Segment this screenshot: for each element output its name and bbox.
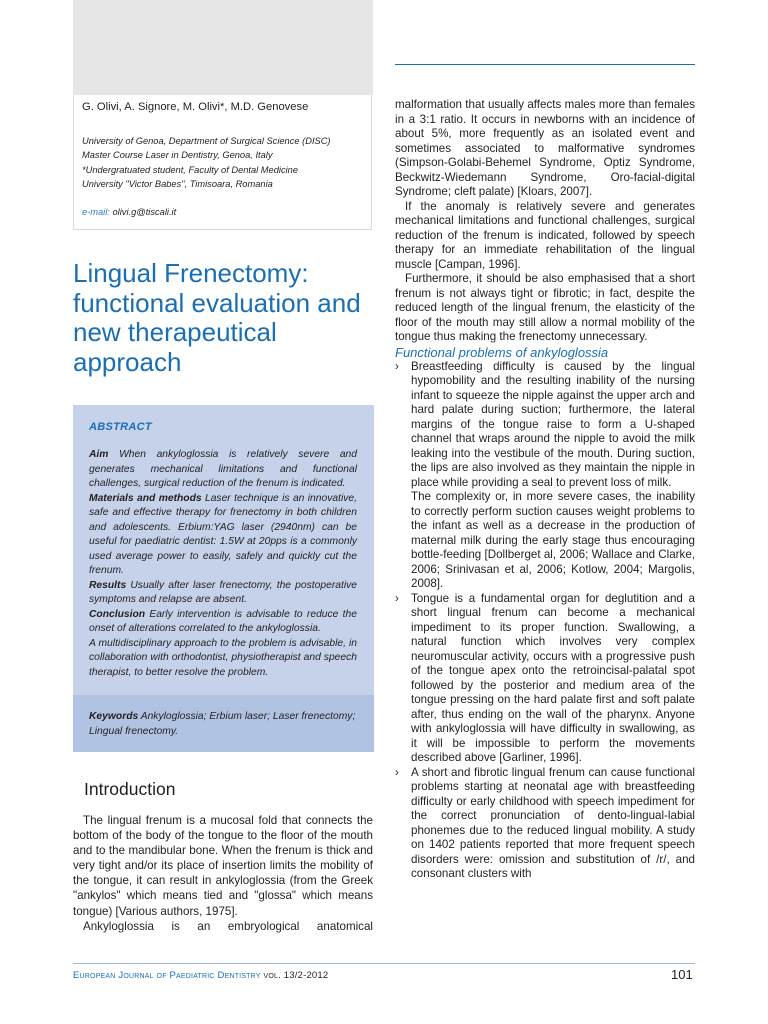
paragraph: Ankyloglossia is an embryological anatomical (83, 919, 373, 933)
abstract-box (73, 405, 374, 695)
keywords (89, 710, 359, 739)
right-column (395, 98, 695, 882)
paragraph: If the anomaly is relatively severe and generates mechanical limitations and functional challenges, surgical reduction of the frenum is indicated, followed by speech therapy for an immediate rehabilitation of the lingual muscle [Campan, 1996]. (395, 199, 695, 271)
aim-text: When ankyloglossia is relatively severe and generates mechanical limitations and functional challenges, surgical reduction of the frenum is indicated. (89, 449, 357, 489)
bullet-continuation: The complexity or, in more severe cases, the inability to correctly perform suction causes weight problems to the infant as well as a decrease in the production of maternal milk during the early stage thus encouraging bottle-feeding [Dollberget al, 2006; Wallace and Clarke, 2006; Srinivasan et al, 2006; Kotlow, 2004; Margolis, 2008]. (411, 490, 695, 590)
affiliation-line: University of Genoa, Department of Surgical Science (DISC) (82, 136, 331, 146)
paragraph: malformation that usually affects males more than females in a 3:1 ratio. It occurs in newborns with an incidence of about 5%, more frequently as an isolated event and sometimes associated to malformative syndromes (Simpson-Golabi-Behemel Syndrome, Optiz Syndrome, Beckwitz-Wiedemann Syndrome, Oro-facial-digital Syndrome; cleft palate) [Kloars, 2007]. (395, 98, 695, 198)
journal-volume: vol. 13/2-2012 (260, 970, 329, 981)
intro-body (73, 813, 373, 934)
abstract-heading: ABSTRACT (89, 421, 152, 433)
header-gray-block (73, 0, 373, 95)
paragraph: The lingual frenum is a mucosal fold that connects the bottom of the body of the tongue to the floor of the mouth and to the mandibular bone. When the frenum is thick and very tight and/or its place of insertion limits the mobility of the tongue, it can result in ankyloglossia (from the Greek "ankylos" which means tied and "glossa" which means tongue) [Various authors, 1975]. (73, 814, 373, 918)
conclusion-label: Conclusion (89, 608, 146, 620)
conclusion-text-2: A multidisciplinary approach to the problem is advisable, in collaboration with orthodontist, physiotherapist and speech therapist, to better resolve the problem. (89, 637, 357, 678)
column-rule (395, 64, 695, 65)
paragraph: Furthermore, it should be also emphasised that a short frenum is not always tight or fibrotic; in fact, despite the reduced length of the lingual frenum, the elasticity of the floor of the mouth may still allow a normal mobility of the tongue thus making the frenectomy unnecessary. (395, 272, 695, 343)
author-box (73, 95, 372, 230)
abstract-body (89, 448, 357, 680)
journal-name: European Journal of Paediatric Dentistry (73, 970, 261, 981)
intro-heading: Introduction (84, 779, 176, 799)
authors: G. Olivi, A. Signore, M. Olivi*, M.D. Genovese (82, 101, 309, 113)
aim-label: Aim (89, 449, 109, 460)
page-number: 101 (671, 967, 693, 982)
affiliation-line: *Undergratuated student, Faculty of Dental Medicine (82, 164, 299, 175)
bullet-item (395, 592, 695, 766)
bullet-mark: › (395, 765, 399, 779)
conclusion-text: Early intervention is advisable to reduce the onset of alterations correlated to the ankyloglossia. (89, 608, 357, 634)
bullet-item (395, 360, 695, 491)
bullet-mark: › (395, 359, 399, 373)
email (82, 207, 176, 217)
article-title: Lingual Frenectomy: functional evaluation and new therapeutical approach (73, 258, 361, 377)
section-subheading: Functional problems of ankyloglossia (395, 344, 609, 360)
email-address[interactable]: olivi.g@tiscali.it (112, 207, 177, 217)
affiliation-line: Master Course Laser in Dentistry, Genoa, Italy (82, 150, 273, 161)
bullet-text: A short and fibrotic lingual frenum can cause functional problems starting at neonatal age with breastfeeding difficulty or early childhood with speech impediment for the correct pronunciation of dento-lingual-labial phonemes due to the reduced lingual mobility. A study on 1402 patients reported that more frequent speech disorders were: omission and substitution of /r/, and consonant clusters with (411, 765, 695, 880)
keywords-label: Keywords (89, 711, 139, 722)
keywords-box (73, 695, 374, 752)
bullet-mark: › (395, 591, 399, 605)
bullet-item (395, 766, 695, 882)
bullet-text: Tongue is a fundamental organ for deglutition and a short lingual frenum can become a mechanical impediment to its proper function. Swallowing, a natural function which involves very complex neuromuscular activity, occurs with a progressive push of the tongue apex onto the retroincisal-palatal spot followed by the posterior and medium area of the tongue pressing on the hard palate first and soft palate after, thus ending on the wall of the pharynx. Anyone with ankyloglossia will have difficulty in swallowing, as it will be impossible to perform the movements described above [Garliner, 1996]. (411, 591, 695, 764)
email-label: e-mail: (82, 207, 110, 217)
footer-journal (73, 970, 328, 981)
methods-text: Laser technique is an innovative, safe and effective therapy for frenectomy in both children and adolescents. Erbium:YAG laser (2940nm) can be useful for paediatric dentist: 1.5W at 20pps is a commonly used average power to easily, safely and quickly cut the frenum. (89, 492, 357, 576)
affiliation-line: University "Victor Babes", Timisoara, Romania (82, 178, 273, 189)
bullet-text: Breastfeeding difficulty is caused by the lingual hypomobility and the resulting inability of the nursing infant to squeeze the nipple against the upper arch and hard palate during suction; furthermore, the lateral margins of the tongue raise to form a U-shaped channel that wraps around the nipple to avoid the milk leaking into the vestibule of the mouth. During suction, the lips are also involved as they maintain the nipple in place while providing a seal to prevent loss of milk. (411, 359, 695, 489)
affiliations (82, 134, 331, 191)
methods-label: Materials and methods (89, 492, 202, 504)
results-label: Results (89, 579, 127, 591)
results-text: Usually after laser frenectomy, the postoperative symptoms and relapse are absent. (89, 579, 357, 605)
footer-rule (73, 963, 695, 964)
keywords-text: Ankyloglossia; Erbium laser; Laser frenectomy; Lingual frenectomy. (89, 711, 356, 737)
